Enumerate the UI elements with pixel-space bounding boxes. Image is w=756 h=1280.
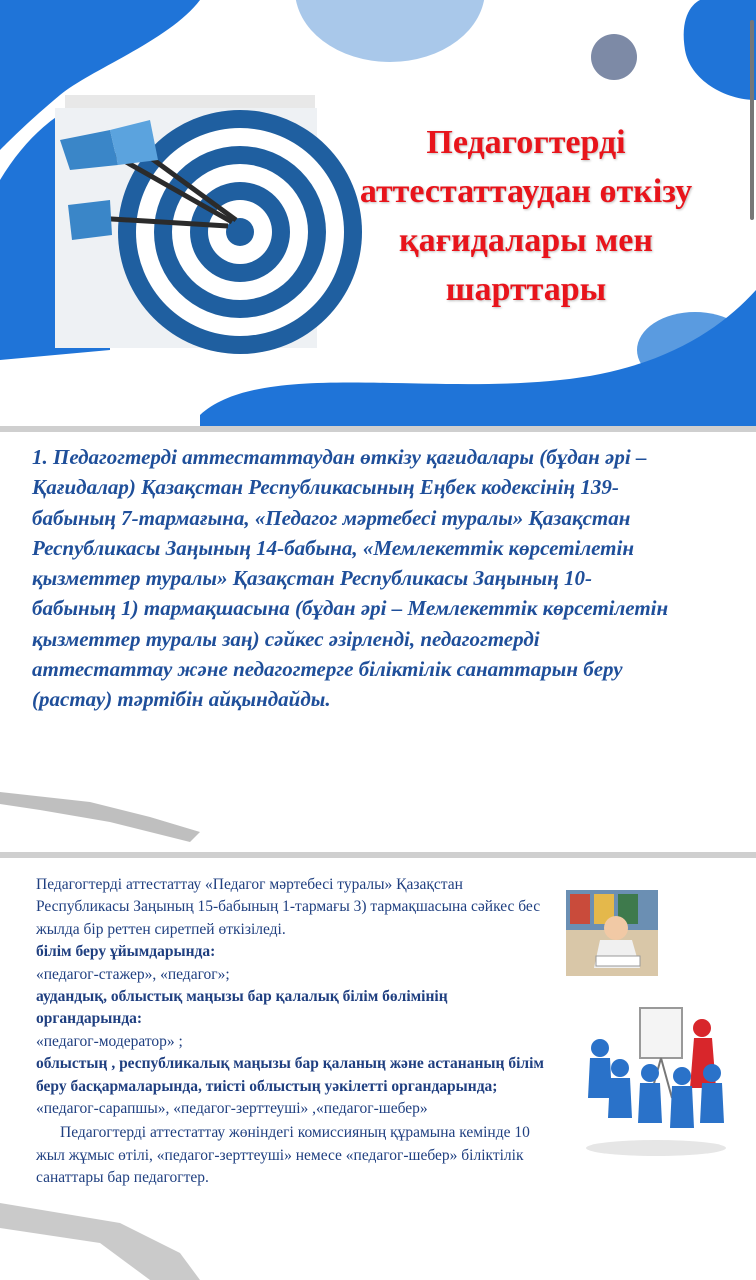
top-right-blob	[684, 0, 756, 100]
commission-text: Педагогтерді аттестаттау жөніндегі комиссияның құрамына кемінде 10 жыл жұмыс өтілі, «педагог-зерттеуші» немесе «педагог-шебер» біліктілік санаттары бар педагогтер.	[36, 1124, 530, 1187]
top-light-blob	[295, 0, 485, 62]
org1-roles: «педагог-стажер», «педагог»;	[36, 965, 230, 983]
target-dart-image	[55, 95, 362, 354]
attestation-slide	[0, 858, 756, 1280]
org3-heading: облыстың , республикалық маңызы бар қаланың және астананың білім беру басқармаларында, тиісті облыстың уәкілетті органдарында;	[36, 1055, 544, 1095]
grey-dot	[591, 34, 637, 80]
diagonal-stripe	[0, 1203, 200, 1280]
presenter-image	[586, 1008, 726, 1156]
org3-roles: «педагог-сарапшы», «педагог-зерттеуші» ,«педагог-шебер»	[36, 1100, 428, 1118]
rules-slide	[0, 432, 756, 852]
org2-heading: аудандық, облыстық маңызы бар қалалық білім бөлімінің органдарында:	[36, 988, 448, 1028]
rules-paragraph: 1. Педагогтерді аттестаттаудан өткізу қағидалары (бұдан әрі – Қағидалар) Қазақстан Республикасының Еңбек кодексінің 139-бабының 7-тармағына, «Педагог мәртебесі туралы» Қазақстан Республикасы Заңының 14-бабына, «Мемлекеттік көрсетілетін қызметтер туралы» Қазақстан Республикасы Заңының 10-бабының 1) тармақшасына (бұдан әрі – Мемлекеттік көрсетілетін қызметтер туралы заң) сәйкес әзірленді, педагогтерді аттестаттау және педагогтерге біліктілік санаттарын беру (растау) тәртібін айқындайды.	[32, 445, 669, 712]
intro-text: Педагогтерді аттестаттау «Педагог мәртебесі туралы» Қазақстан Республикасы Заңының 15-бабының 1-тармағы 3) тармақшасына сәйкес бес жылда бір реттен сиретпей өткізіледі.	[36, 876, 541, 938]
org2-roles: «педагог-модератор» ;	[36, 1032, 183, 1050]
attestation-text	[36, 874, 556, 1190]
org1-heading: білім беру ұйымдарында:	[36, 943, 216, 961]
diagonal-stripe	[0, 792, 200, 842]
title-slide	[0, 0, 756, 426]
slide-title: Педагогтерді аттестаттаудан өткізу қағидалары мен шарттары	[359, 124, 693, 308]
scrollbar[interactable]	[750, 20, 754, 220]
girl-reading-image	[566, 890, 658, 976]
